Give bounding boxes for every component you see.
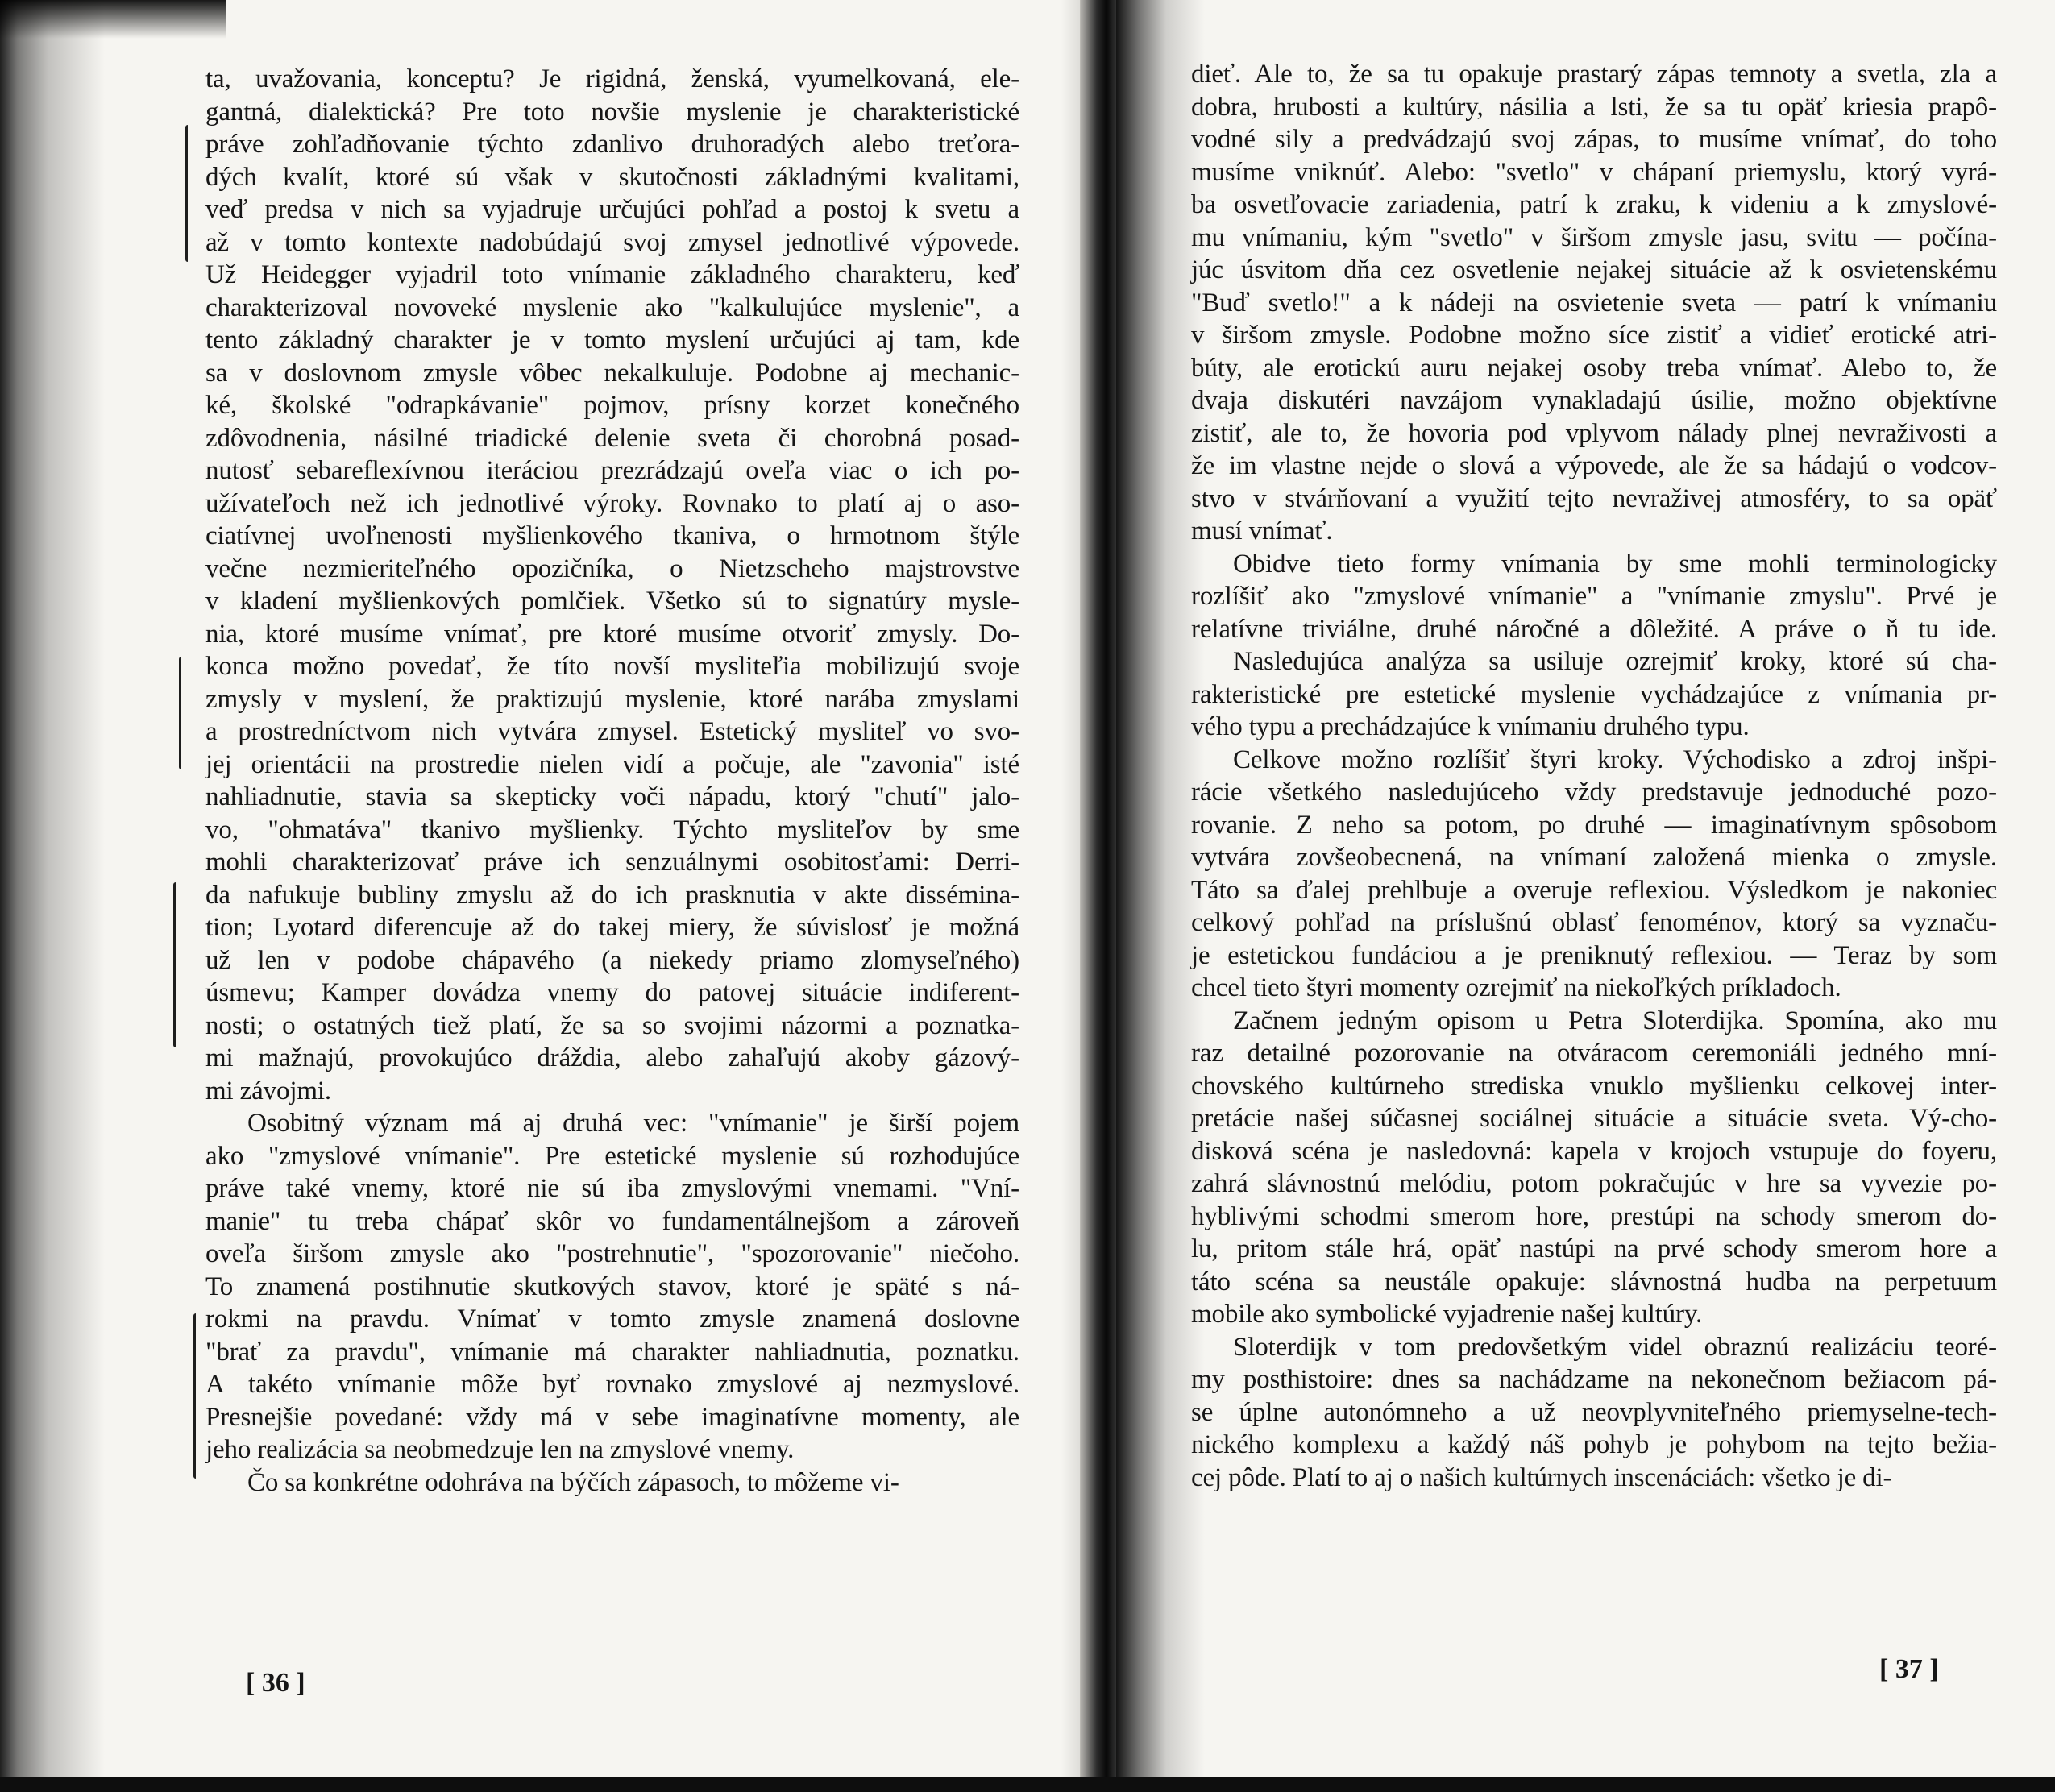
text-line: konca možno povedať, že títo novší mysliteľia mobilizujú svoje — [206, 652, 1019, 681]
text-line: je estetickou fundáciou a je preniknutý reflexiou. — Teraz by som — [1191, 940, 1997, 970]
text-line: jej orientácii na prostredie nielen vidí a počuje, ale "zavonia" isté — [206, 749, 1019, 779]
text-line: Už Heidegger vyjadril toto vnímanie základného charakteru, keď — [206, 260, 1019, 289]
text-line: zistiť, ale to, že hovoria pod vplyvom nálady plnej nevraživosti a — [1191, 418, 1997, 448]
page-number: [ 37 ] — [1879, 1654, 1939, 1684]
margin-bracket — [185, 125, 188, 262]
right-page-text — [1191, 58, 1997, 1494]
text-line: nia, ktoré musíme vnímať, pre ktoré musíme otvoriť zmysly. Do- — [206, 619, 1019, 649]
text-line: "brať za pravdu", vnímanie má charakter nahliadnutia, poznatku. — [206, 1337, 1019, 1367]
text-line: Presnejšie povedané: vždy má v sebe imaginatívne momenty, ale — [206, 1402, 1019, 1432]
text-line: cej pôde. Platí to aj o našich kultúrnych inscenáciách: všetko je di- — [1191, 1462, 1892, 1492]
text-line: relatívne triviálne, druhé náročné a dôležité. A práve o ň tu ide. — [1191, 614, 1997, 644]
text-line: raz detailné pozorovanie na otváracom ceremoniáli jedného mní- — [1191, 1039, 1997, 1068]
text-line: mi mažnajú, provokujúco dráždia, alebo zahaľujú akoby gázový- — [206, 1043, 1019, 1072]
text-line: Sloterdijk v tom predovšetkým videl obraznú realizáciu teoré- — [1233, 1332, 1997, 1362]
text-line: vo, "ohmatáva" tkanivo myšlienky. Týchto mysliteľov by sme — [206, 815, 1019, 844]
text-line: chcel tieto štyri momenty ozrejmiť na niekoľkých príkladoch. — [1191, 973, 1841, 1002]
page-number: [ 36 ] — [246, 1668, 305, 1698]
text-line: ako "zmyslové vnímanie". Pre estetické myslenie sú rozhodujúce — [206, 1141, 1019, 1171]
text-line: tento základný charakter je v tomto myslení určujúci aj tam, kde — [206, 326, 1019, 355]
text-line: pretácie našej súčasnej sociálnej situácie a situácie sveta. Vý-cho- — [1191, 1104, 1997, 1133]
text-line: my posthistoire: dnes sa nachádzame na nekonečnom bežiacom pá- — [1191, 1365, 1997, 1394]
text-line: hyblivými schodmi smerom hore, prestúpi na schody smerom do- — [1191, 1201, 1997, 1231]
left-page-text — [206, 63, 1019, 1499]
text-line: disková scéna je nasledovná: kapela v krojoch vstupuje do foyeru, — [1191, 1136, 1997, 1166]
text-line: musíme vniknúť. Alebo: "svetlo" v chápaní priemyslu, ktorý vyrá- — [1191, 157, 1997, 187]
text-line: lu, pritom stále hrá, opäť nastúpi na prvé schody smerom hore a — [1191, 1234, 1997, 1263]
text-line: v kladení myšlienkových pomlčiek. Všetko sú to signatúry mysle- — [206, 587, 1019, 616]
text-line: vého typu a prechádzajúce k vnímaniu druhého typu. — [1191, 712, 1750, 741]
text-line: stvo v stvárňovaní a využití tejto nevraživej atmosféry, to sa opäť — [1191, 483, 1997, 513]
text-line: užívateľoch než ich jednotlivé výroky. Rovnako to platí aj o aso- — [206, 488, 1019, 518]
scan-shadow — [0, 0, 226, 39]
text-line: chovského kultúrneho strediska vnuklo myšlienku celkovej inter- — [1191, 1071, 1997, 1101]
text-line: Čo sa konkrétne odohráva na býčích zápasoch, to môžeme vi- — [247, 1467, 899, 1497]
text-line: Nasledujúca analýza sa usiluje ozrejmiť kroky, ktoré sú cha- — [1233, 647, 1997, 676]
text-line: To znamená postihnutie skutkových stavov, ktoré je späté s ná- — [206, 1271, 1019, 1301]
text-line: gantná, dialektická? Pre toto novšie myslenie je charakteristické — [206, 97, 1019, 127]
text-line: nahliadnutie, stavia sa skepticky voči nápadu, ktorý "chutí" jalo- — [206, 782, 1019, 811]
text-line: A takéto vnímanie môže byť rovnako zmyslové aj nezmyslové. — [206, 1370, 1019, 1399]
text-line: nutosť sebareflexívnou iteráciou prezrádzajú oveľa viac o ich po- — [206, 456, 1019, 485]
text-line: v širšom zmysle. Podobne možno síce zistiť a vidieť erotické atri- — [1191, 321, 1997, 350]
text-line: Obidve tieto formy vnímania by sme mohli terminologicky — [1233, 549, 1997, 579]
text-line: tion; Lyotard diferencuje až do takej miery, že súvislosť je možná — [206, 913, 1019, 942]
text-line: veď predsa v nich sa vyjadruje určujúci pohľad a postoj k svetu a — [206, 195, 1019, 224]
text-line: zdôvodnenia, násilné triadické delenie sveta či chorobná posad- — [206, 423, 1019, 453]
text-line: vytvára zovšeobecnená, na vnímaní založená mienka o zmysle. — [1191, 843, 1997, 872]
text-line: jeho realizácia sa neobmedzuje len na zmyslové vnemy. — [206, 1435, 795, 1464]
text-line: dieť. Ale to, že sa tu opakuje prastarý zápas temnoty a svetla, zla a — [1191, 60, 1997, 89]
text-line: až v tomto kontexte nadobúdajú svoj zmysel jednotlivé výpovede. — [206, 227, 1019, 257]
text-line: dých kvalít, ktoré sú však v skutočnosti základnými kvalitami, — [206, 162, 1019, 192]
text-line: rozlíšiť ako "zmyslové vnímanie" a "vnímanie zmyslu". Prvé je — [1191, 582, 1997, 611]
text-line: Celkove možno rozlíšiť štyri kroky. Východisko a zdroj inšpi- — [1233, 745, 1997, 774]
text-line: ta, uvažovania, konceptu? Je rigidná, ženská, vyumelkovaná, ele- — [206, 64, 1019, 93]
scan-shadow — [0, 1777, 2055, 1792]
text-line: rokmi na pravdu. Vnímať v tomto zmysle znamená doslovne — [206, 1305, 1019, 1334]
text-line: táto scéna sa neustále opakuje: slávnostná hudba na perpetuum — [1191, 1267, 1997, 1296]
margin-bracket — [173, 882, 176, 1047]
text-line: musí vnímať. — [1191, 516, 1333, 545]
text-line: rakteristické pre estetické myslenie vychádzajúce z vnímania pr- — [1191, 679, 1997, 709]
text-line: celkový pohľad na príslušnú oblasť fenoménov, ktorý sa vyznaču- — [1191, 908, 1997, 937]
text-line: mobile ako symbolické vyjadrenie našej kultúry. — [1191, 1300, 1703, 1329]
text-line: da nafukuje bubliny zmyslu až do ich prasknutia v akte dissémina- — [206, 880, 1019, 910]
text-line: Osobitný význam má aj druhá vec: "vnímanie" je širší pojem — [247, 1109, 1019, 1138]
text-line: dobra, hrubosti a kultúry, násilia a lsti, že sa tu opäť kriesia prapô- — [1191, 92, 1997, 122]
text-line: už len v podobe chápavého (a niekedy priamo zlomyseľného) — [206, 945, 1019, 975]
text-line: úsmevu; Kamper dovádza vnemy do patovej situácie indiferent- — [206, 978, 1019, 1007]
text-line: ciatívnej uvoľnenosti myšlienkového tkaniva, o hrmotnom štýle — [206, 521, 1019, 550]
margin-bracket — [193, 1313, 196, 1479]
text-line: nického komplexu a každý náš pohyb je pohybom na tejto bežia- — [1191, 1430, 1997, 1459]
text-line: že im vlastne nejde o slová a výpovede, ale že sa hádajú o vodcov- — [1191, 451, 1997, 480]
text-line: rovanie. Z neho sa potom, po druhé — imaginatívnym spôsobom — [1191, 810, 1997, 840]
text-line: večne nezmieriteľného opozičníka, o Nietzscheho majstrovstve — [206, 554, 1019, 583]
text-line: práve také vnemy, ktoré nie sú iba zmyslovými vnemami. "Vní- — [206, 1174, 1019, 1203]
text-line: ké, školské "odrapkávanie" pojmov, prísny korzet konečného — [206, 391, 1019, 420]
text-line: zahrá slávnostnú melódiu, potom pokračujúc v hre sa vyvezie po- — [1191, 1169, 1997, 1198]
right-page — [1116, 0, 2055, 1792]
margin-bracket — [179, 657, 181, 769]
text-line: Začnem jedným opisom u Petra Sloterdijka. Spomína, ako mu — [1233, 1006, 1997, 1035]
text-line: oveľa širšom zmysle ako "postrehnutie", "spozorovanie" niečoho. — [206, 1239, 1019, 1268]
text-line: a prostredníctvom nich vytvára zmysel. Estetický mysliteľ vo svo- — [206, 717, 1019, 746]
text-line: Táto sa ďalej prehlbuje a overuje reflexiou. Výsledkom je nakoniec — [1191, 875, 1997, 905]
text-line: júc úsvitom dňa cez osvetlenie nejakej situácie až k osvietenskému — [1191, 255, 1997, 284]
text-line: ba osvetľovacie zariadenia, patrí k zraku, k videniu a k zmyslové- — [1191, 190, 1997, 219]
text-line: mohli charakterizovať práve ich senzuálnymi osobitosťami: Derri- — [206, 848, 1019, 877]
text-line: dvaja diskutéri navzájom vynakladajú úsilie, možno objektívne — [1191, 386, 1997, 415]
text-line: vodné sily a predvádzajú svoj zápas, to musíme vnímať, do toho — [1191, 125, 1997, 154]
text-line: mi závojmi. — [206, 1076, 331, 1105]
text-line: búty, ale erotickú auru nejakej osoby treba vnímať. Alebo to, že — [1191, 353, 1997, 383]
text-line: mu vnímaniu, kým "svetlo" v širšom zmysle jasu, svitu — počína- — [1191, 222, 1997, 252]
text-line: se úplne autonómneho a už neovplyvniteľného priemyselne-tech- — [1191, 1397, 1997, 1427]
text-line: manie" tu treba chápať skôr vo fundamentálnejšom a zároveň — [206, 1206, 1019, 1236]
text-line: sa v doslovnom zmysle vôbec nekalkuluje. Podobne aj mechanic- — [206, 358, 1019, 388]
text-line: práve zohľadňovanie týchto zdanlivo druhoradých alebo treťora- — [206, 130, 1019, 159]
text-line: rácie všetkého nasledujúceho vždy predstavuje jednoduché pozo- — [1191, 778, 1997, 807]
text-line: nosti; o ostatných tiež platí, že sa so svojimi názormi a poznatka- — [206, 1010, 1019, 1040]
text-line: zmysly v myslení, že praktizujú myslenie, ktoré narába zmyslami — [206, 684, 1019, 714]
text-line: "Buď svetlo!" a k nádeji na osvietenie sveta — patrí k vnímaniu — [1191, 288, 1997, 317]
text-line: charakterizoval novoveké myslenie ako "kalkulujúce myslenie", a — [206, 292, 1019, 322]
